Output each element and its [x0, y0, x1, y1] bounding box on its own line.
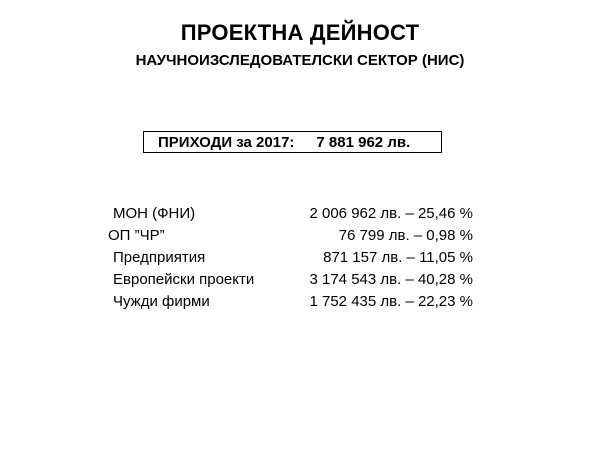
income-label: ПРИХОДИ за 2017: — [158, 133, 295, 151]
source-label: ОП ”ЧР” — [108, 227, 165, 244]
source-label: Предприятия — [113, 249, 206, 266]
income-summary-box — [143, 131, 442, 153]
source-label: Чужди фирми — [113, 293, 210, 310]
page-subtitle: НАУЧНОИЗСЛЕДОВАТЕЛСКИ СЕКТОР (НИС) — [135, 52, 465, 69]
income-source-row — [0, 225, 600, 247]
income-source-row — [0, 269, 600, 291]
source-value: 871 157 лв. – 11,05 % — [323, 249, 473, 266]
income-source-row — [0, 247, 600, 269]
source-value: 76 799 лв. – 0,98 % — [338, 227, 473, 244]
source-value: 1 752 435 лв. – 22,23 % — [309, 293, 473, 310]
page-title: ПРОЕКТНА ДЕЙНОСТ — [180, 20, 420, 45]
source-value: 3 174 543 лв. – 40,28 % — [309, 271, 473, 288]
income-value: 7 881 962 лв. — [316, 133, 411, 151]
income-source-row — [0, 291, 600, 313]
source-value: 2 006 962 лв. – 25,46 % — [309, 205, 473, 222]
source-label: МОН (ФНИ) — [113, 205, 196, 222]
income-source-row — [0, 203, 600, 225]
income-sources-list — [0, 203, 600, 313]
source-label: Европейски проекти — [113, 271, 255, 288]
